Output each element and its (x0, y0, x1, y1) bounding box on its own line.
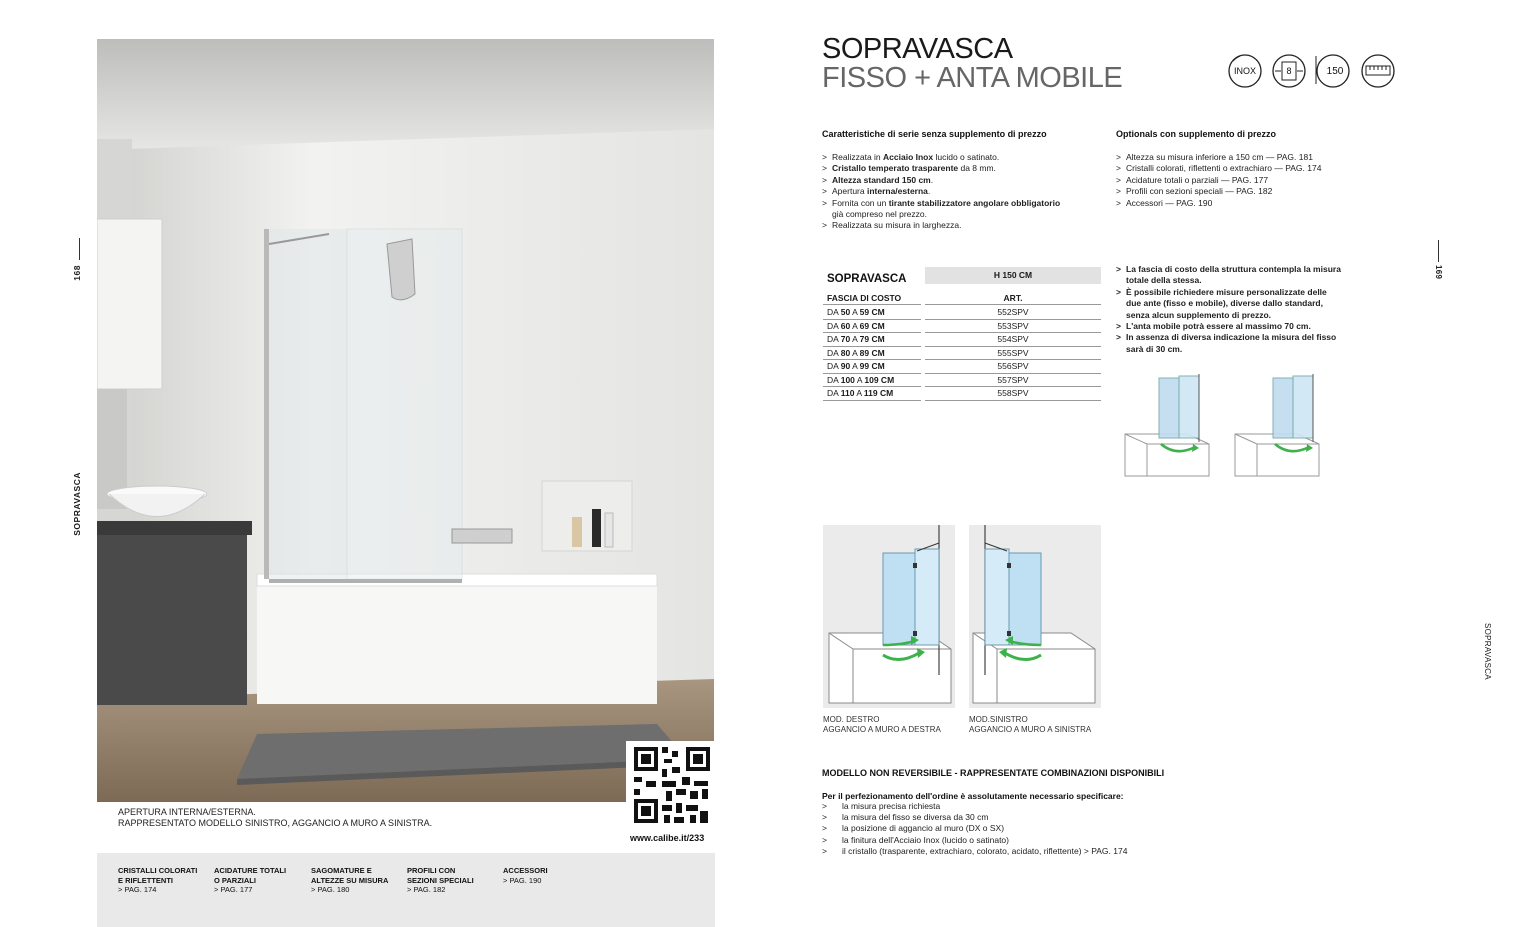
table-row: DA 80 A 89 CM 555SPV (823, 347, 1101, 361)
model-left-diagram-icon (969, 525, 1101, 708)
caption-line-1: APERTURA INTERNA/ESTERNA. (118, 807, 256, 817)
table-col2-header: ART. (1003, 293, 1023, 303)
list-item: > la posizione di aggancio al muro (DX o SX) (822, 823, 1222, 834)
page-subtitle: FISSO + ANTA MOBILE (822, 62, 1123, 94)
page-number-right: 169 (1434, 265, 1443, 280)
list-item: > la finitura dell'Acciaio Inox (lucido o satinato) (822, 835, 1222, 846)
notes-list (1116, 264, 1376, 355)
page-number-rule (79, 238, 80, 260)
diagram-small-right (1117, 372, 1217, 482)
page-title: SOPRAVASCA (822, 33, 1013, 65)
footer-item-accessories: ACCESSORI > PAG. 190 (503, 866, 548, 885)
list-item: > In assenza di diversa indicazione la misura del fisso sarà di 30 cm. (1116, 332, 1376, 355)
table-row: DA 100 A 109 CM 557SPV (823, 374, 1101, 388)
table-header-rule (823, 304, 921, 305)
list-item: > Realizzata su misura in larghezza. (822, 220, 1102, 231)
optionals-list (1116, 152, 1376, 209)
spec-badges (1226, 52, 1396, 90)
spec-badges-icons (1226, 52, 1396, 90)
list-item: > Cristallo temperato trasparente da 8 mm. (822, 163, 1102, 174)
list-item: > Realizzata in Acciaio Inox lucido o satinato. (822, 152, 1102, 163)
qr-code-icon (626, 741, 714, 831)
table-row: DA 110 A 119 CM 558SPV (823, 387, 1101, 401)
model-right-diagram-icon (823, 525, 955, 708)
table-header-rule (925, 304, 1101, 305)
list-item: > Profili con sezioni speciali — PAG. 182 (1116, 186, 1376, 197)
order-heading: Per il perfezionamento dell'ordine è assolutamente necessario specificare: (822, 791, 1124, 801)
list-item: > Altezza standard 150 cm. (822, 175, 1102, 186)
shower-screen-diagram-icon (1117, 372, 1217, 482)
table-title: SOPRAVASCA (827, 273, 907, 285)
list-item: > La fascia di costo della struttura contempla la misura totale della stessa. (1116, 264, 1376, 287)
list-item: > Apertura interna/esterna. (822, 186, 1102, 197)
list-item: > Accessori — PAG. 190 (1116, 198, 1376, 209)
bathroom-illustration (97, 39, 714, 802)
qr-url[interactable]: www.calibe.it/233 (630, 833, 705, 843)
features-heading: Caratteristiche di serie senza supplemento di prezzo (822, 129, 1047, 139)
diagram-small-left (1233, 372, 1333, 482)
table-height-header: H 150 CM (925, 267, 1101, 284)
list-item: > Altezza su misura inferiore a 150 cm — PAG. 181 (1116, 152, 1376, 163)
page-number-rule-right (1438, 240, 1439, 262)
table-row: DA 50 A 59 CM 552SPV (823, 306, 1101, 320)
bathroom-photo (97, 39, 714, 802)
shower-screen-diagram-icon (1233, 372, 1333, 482)
table-col1-header: FASCIA DI COSTO (827, 293, 902, 303)
optionals-heading: Optionals con supplemento di prezzo (1116, 129, 1277, 139)
model-right-label: MOD. DESTRO AGGANCIO A MURO A DESTRA (823, 715, 941, 734)
ruler-badge-icon (1362, 55, 1394, 87)
badge-thickness-text: 8 (1286, 66, 1292, 76)
badge-inox-text: INOX (1233, 66, 1257, 76)
list-item: > il cristallo (trasparente, extrachiaro, colorato, acidato, riflettente) > PAG. 174 (822, 846, 1222, 857)
list-item: > Fornita con un tirante stabilizzatore angolare obbligatorio già compreso nel prezzo. (822, 198, 1102, 221)
table-row: DA 60 A 69 CM 553SPV (823, 320, 1101, 334)
photo-caption (118, 807, 432, 829)
list-item: > Cristalli colorati, riflettenti o extrachiaro — PAG. 174 (1116, 163, 1376, 174)
list-item: > L'anta mobile potrà essere al massimo 70 cm. (1116, 321, 1376, 332)
table-row: DA 90 A 99 CM 556SPV (823, 360, 1101, 374)
page-number-left: 168 (72, 265, 82, 281)
table-row: DA 70 A 79 CM 554SPV (823, 333, 1101, 347)
model-left-label: MOD.SINISTRO AGGANCIO A MURO A SINISTRA (969, 715, 1092, 734)
footer-item-profiles: PROFILI CON SEZIONI SPECIALI > PAG. 182 (407, 866, 474, 894)
list-item: > Acidature totali o parziali — PAG. 177 (1116, 175, 1376, 186)
order-list (822, 801, 1222, 857)
diagram-model-right (823, 525, 955, 708)
footer-item-shaping: SAGOMATURE E ALTEZZE SU MISURA > PAG. 180 (311, 866, 389, 894)
list-item: > la misura del fisso se diversa da 30 cm (822, 812, 1222, 823)
non-reversible-note: MODELLO NON REVERSIBILE - RAPPRESENTATE COMBINAZIONI DISPONIBILI (822, 768, 1165, 778)
badge-height-text: 150 (1326, 66, 1344, 77)
side-label-left: SOPRAVASCA (72, 472, 82, 536)
side-label-right: SOPRAVASCA (1483, 623, 1492, 680)
list-item: > la misura precisa richiesta (822, 801, 1222, 812)
footer-item-etching: ACIDATURE TOTALI O PARZIALI > PAG. 177 (214, 866, 287, 894)
list-item: > È possibile richiedere misure personalizzate delle due ante (fisso e mobile), diverse dallo standard, senza alcun supplemento di prezzo. (1116, 287, 1376, 321)
footer-item-colored-glass: CRISTALLI COLORATI E RIFLETTENTI > PAG. 174 (118, 866, 198, 894)
caption-line-2: RAPPRESENTATO MODELLO SINISTRO, AGGANCIO A MURO A SINISTRA. (118, 818, 433, 828)
diagram-model-left (969, 525, 1101, 708)
features-list (822, 152, 1102, 232)
